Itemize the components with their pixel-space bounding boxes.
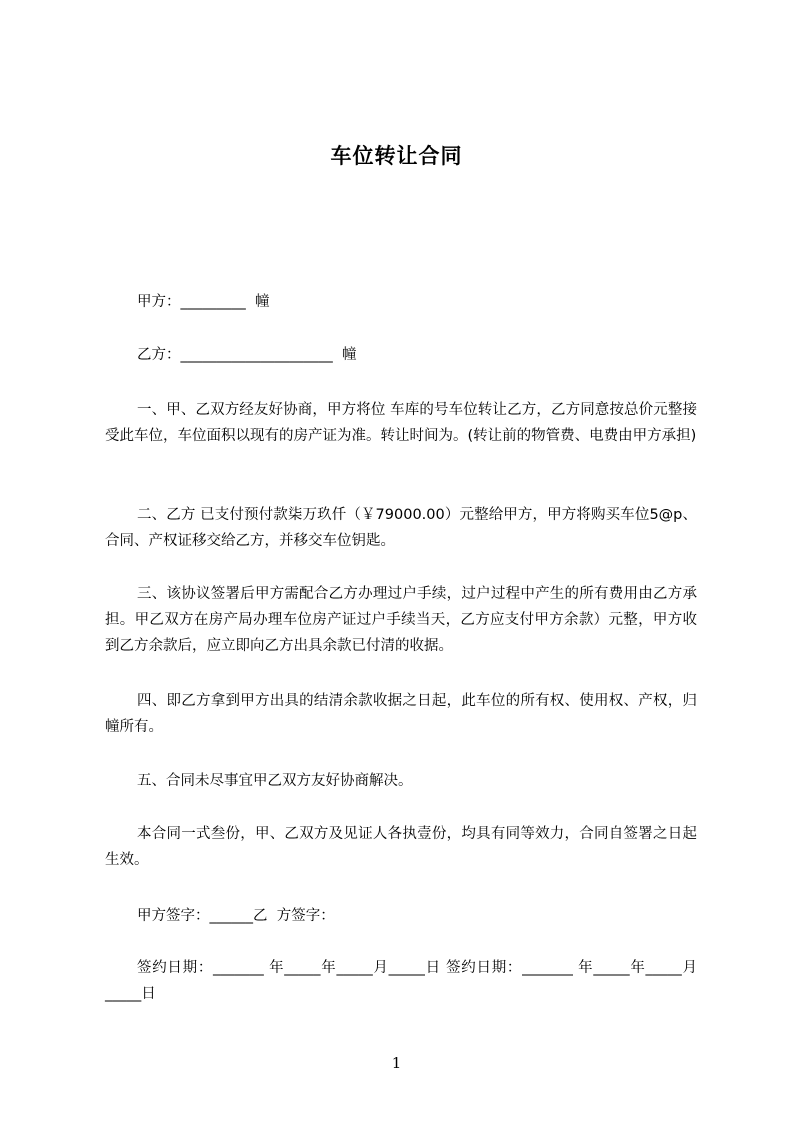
page-number: 1	[391, 1054, 402, 1072]
clause-4: 四、即乙方拿到甲方出具的结清余款收据之日起，此车位的所有权、使用权、产权，归幢所有。	[105, 693, 697, 735]
clause-1: 一、甲、乙双方经友好协商，甲方将位 车库的号车位转让乙方，乙方同意按总价元整接受此车位，车位面积以现有的房产证为准。转让时间为。(转让前的物管费、电费由甲方承担)	[105, 402, 697, 444]
clause-2: 二、乙方 已支付预付款柒万玖仟（￥79000.00）元整给甲方，甲方将购买车位5@p、合同、产权证移交给乙方，并移交车位钥匙。	[105, 507, 697, 549]
date-line: 签约日期：_______ 年_____年_____月_____日 签约日期：_______ 年_____年_____月_____日	[105, 960, 697, 1002]
document-title: 车位转让合同	[330, 144, 463, 168]
party-b-line: 乙方：_____________________ 幢	[137, 347, 357, 363]
signature-line: 甲方签字：______乙 方签字：	[137, 908, 335, 924]
clause-6: 本合同一式叁份，甲、乙双方及见证人各执壹份，均具有同等效力，合同自签署之日起生效。	[105, 826, 697, 868]
clause-3: 三、该协议签署后甲方需配合乙方办理过户手续，过户过程中产生的所有费用由乙方承担。甲乙双方在房产局办理车位房产证过户手续当天，乙方应支付甲方余款）元整，甲方收到乙方余款后，应立即向乙方出具余款已付清的收据。	[105, 586, 697, 654]
party-a-line: 甲方：_________ 幢	[137, 294, 270, 310]
clause-5: 五、合同未尽事宜甲乙双方友好协商解决。	[137, 773, 413, 789]
